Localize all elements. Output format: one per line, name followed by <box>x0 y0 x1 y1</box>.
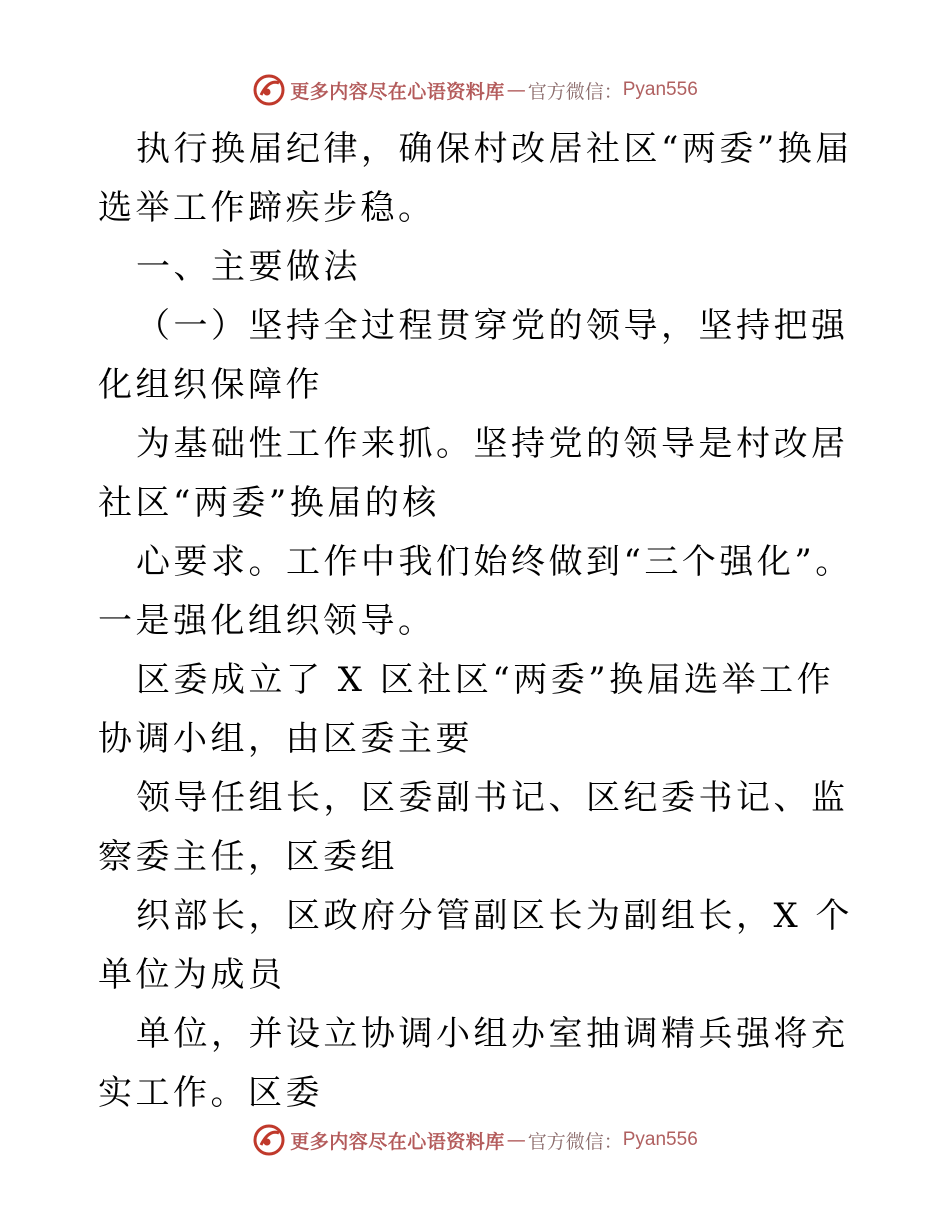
brand-text: 更多内容尽在心语资料库 <box>290 1130 505 1153</box>
logo-icon <box>252 1123 286 1157</box>
wechat-label: 官方微信： <box>527 1130 623 1153</box>
banner-separator: — <box>506 79 526 101</box>
brand-text: 更多内容尽在心语资料库 <box>290 80 505 103</box>
logo-icon <box>252 73 286 107</box>
paragraph: 单位，并设立协调小组办室抽调精兵强将充实工作。区委 <box>98 1014 849 1113</box>
wechat-id: Pyan556 <box>622 79 698 100</box>
section-heading: 一、主要做法 <box>136 247 361 287</box>
wechat-id: Pyan556 <box>622 1129 698 1150</box>
paragraph: 领导任组长，区委副书记、区纪委书记、监察委主任，区委组 <box>98 778 849 877</box>
footer-banner <box>0 1120 950 1160</box>
paragraph: 织部长，区政府分管副区长为副组长，X 个单位为成员 <box>98 896 854 995</box>
document-body <box>98 120 858 1123</box>
paragraph: 心要求。工作中我们始终做到“三个强化”。一是强化组织领导。 <box>98 542 853 641</box>
paragraph: 为基础性工作来抓。坚持党的领导是村改居社区“两委”换届的核 <box>98 424 849 523</box>
banner-separator: — <box>506 1129 526 1151</box>
header-banner <box>0 70 950 110</box>
paragraph: （一）坚持全过程贯穿党的领导，坚持把强化组织保障作 <box>98 306 849 405</box>
wechat-label: 官方微信： <box>527 80 623 103</box>
paragraph: 执行换届纪律，确保村改居社区“两委”换届选举工作蹄疾步稳。 <box>98 129 853 228</box>
paragraph: 区委成立了 X 区社区“两委”换届选举工作协调小组，由区委主要 <box>98 660 835 759</box>
